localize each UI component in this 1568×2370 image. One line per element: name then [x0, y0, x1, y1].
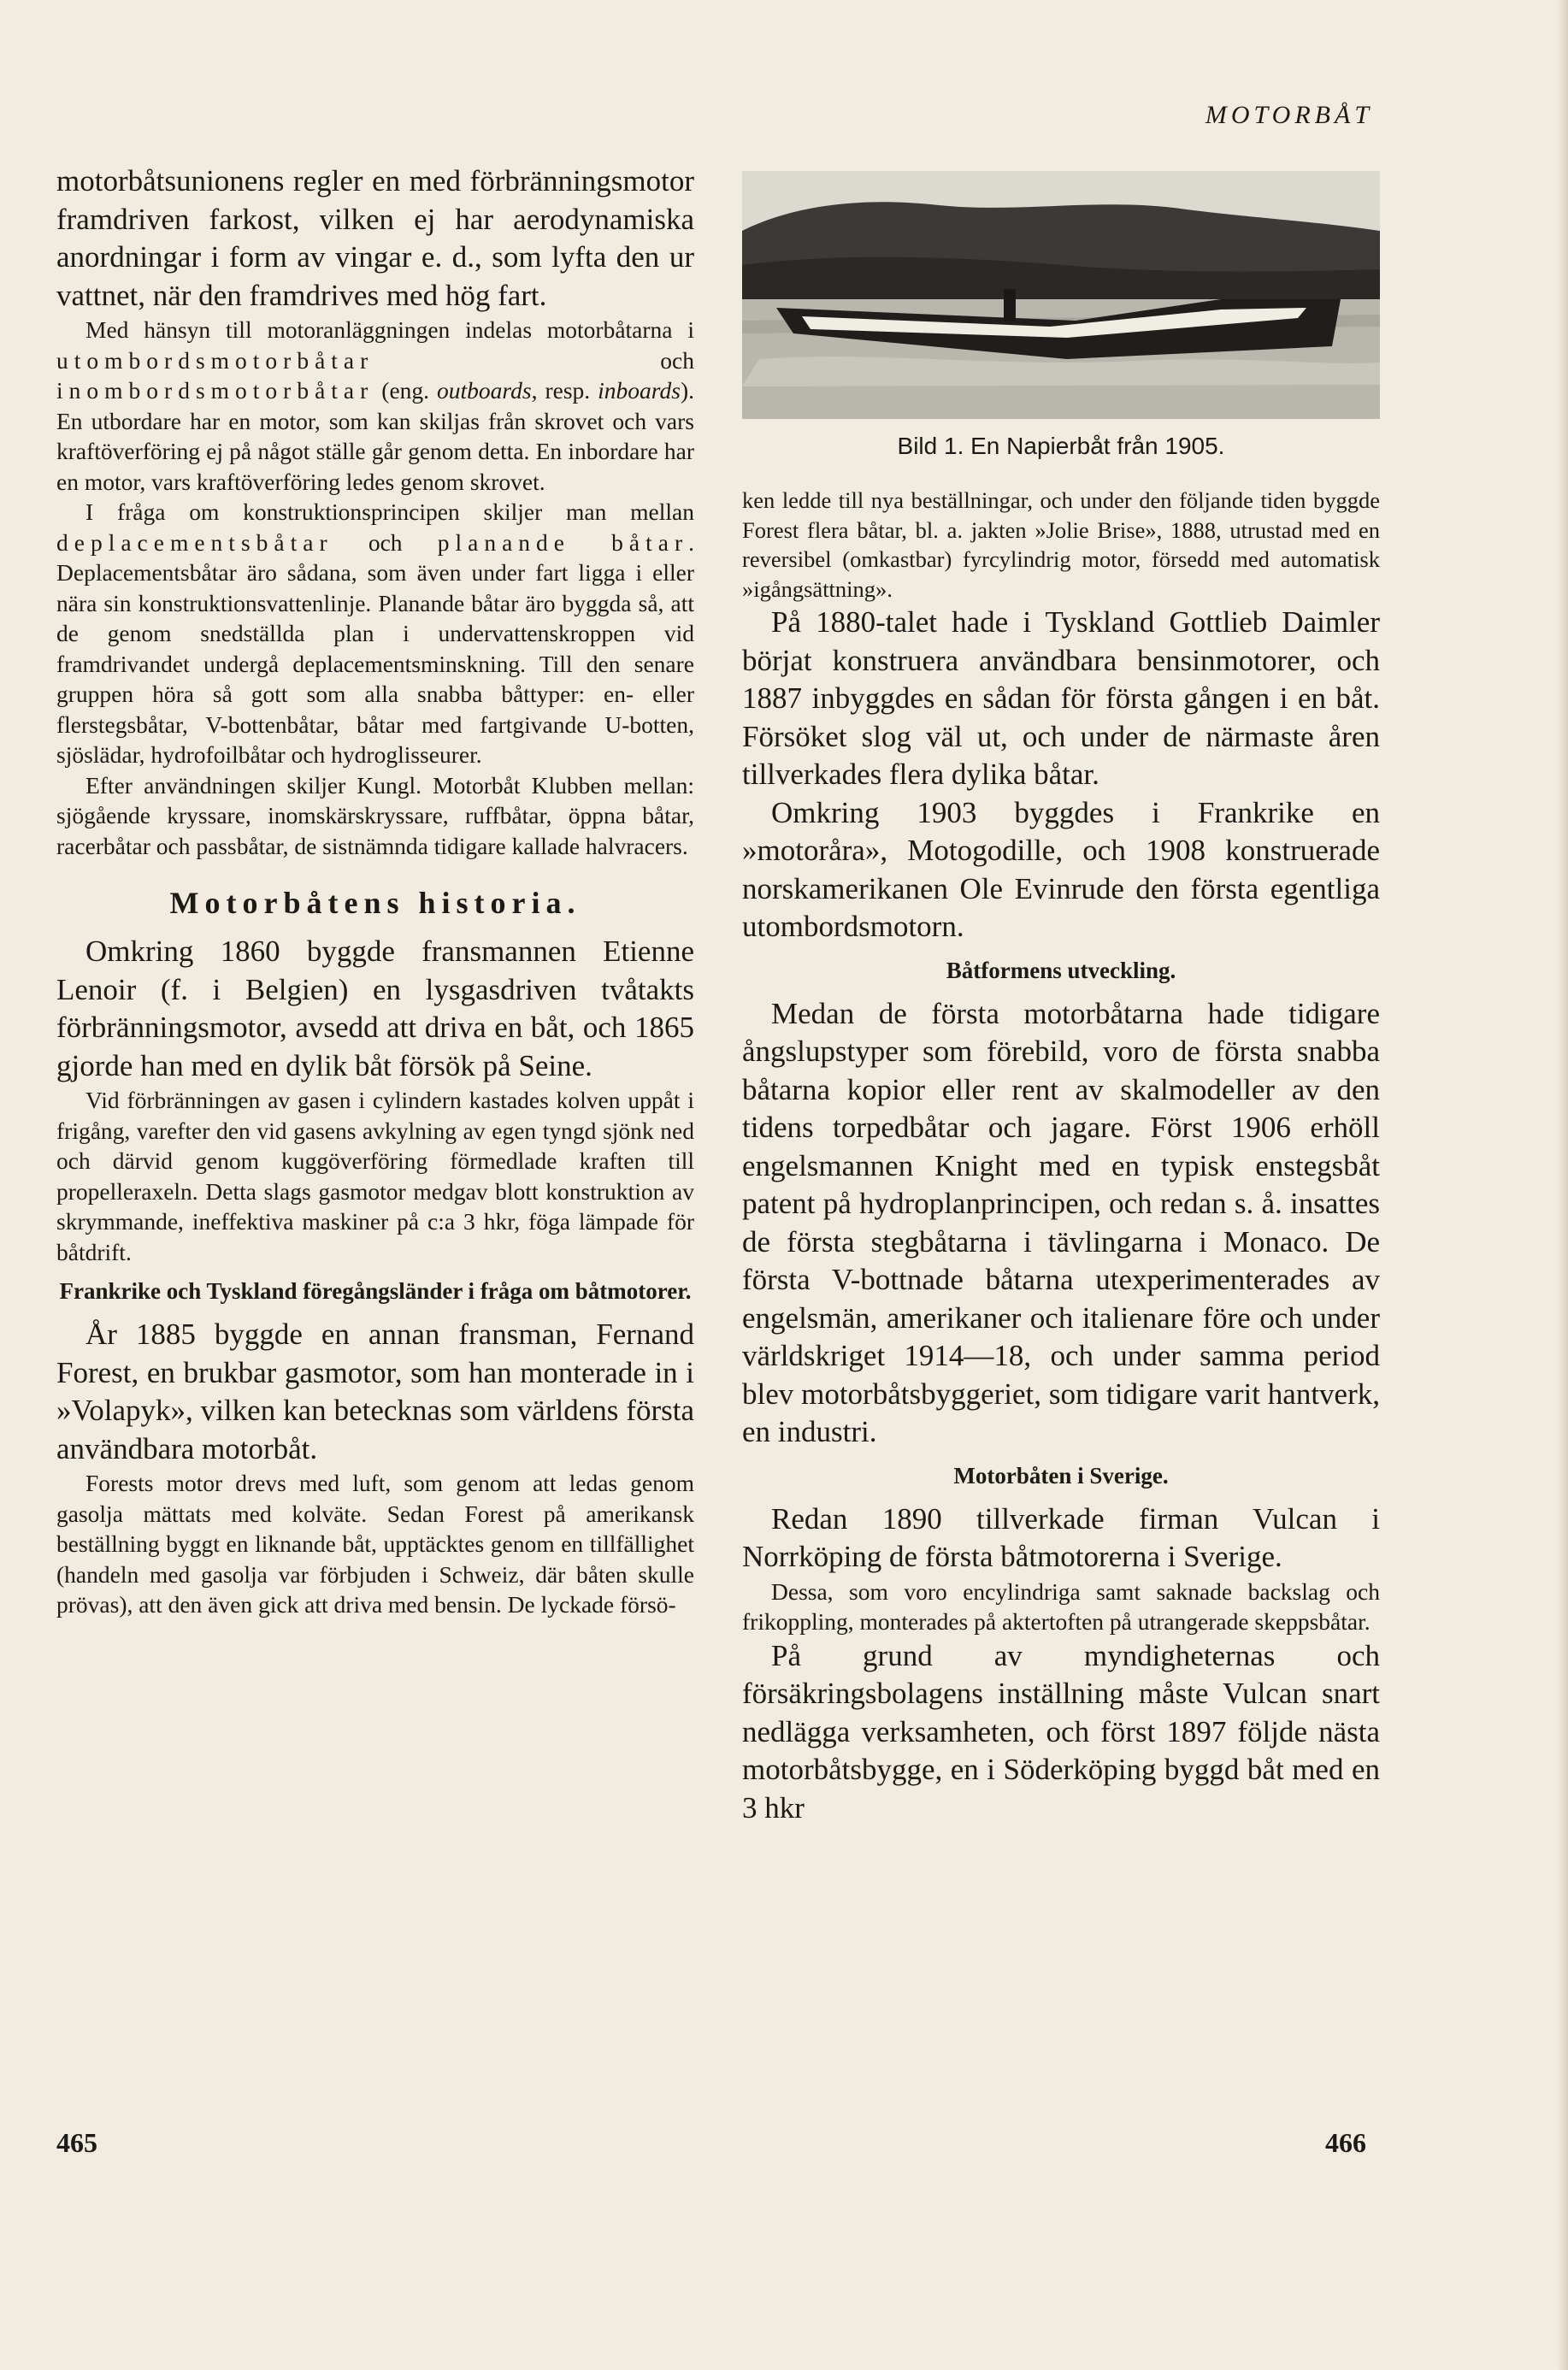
section-title-history: Motorbåtens historia. — [169, 886, 581, 920]
subheading-france-germany: Frankrike och Tyskland föregångsländer i fråga om båtmotorer. — [59, 1278, 692, 1304]
paragraph-vulcan: Redan 1890 tillverkade firman Vulcan i Norrköping de första båtmotorerna i Sverige. — [742, 1501, 1380, 1573]
subheading-hull-form: Båtformens utveckling. — [946, 957, 1176, 983]
running-head: MOTORBÅT — [1205, 101, 1373, 129]
page-edge — [1558, 0, 1568, 2370]
paragraph-usage-classes: Efter användningen skiljer Kungl. Motorbåt Klubben mellan: sjögående kryssare, inomskärskryssare, ruffbåtar, öppna båtar, racerbåtar och passbåtar, de sistnämnda tidigare kallade halvracers. — [56, 771, 694, 859]
right-column — [742, 171, 1380, 1827]
paragraph-hull-development: Medan de första motorbåtarna hade tidigare ångslupstyper som förebild, voro de första snabba båtarna kopior eller rent av skalmodeller av den tidens torpedbåtar och jagare. Först 1906 erhöll engelsmannen Knight med en typisk enstegsbåt patent på hydroplanprincipen, och redan s. å. insattes de första stegbåtarna i tävlingarna i Monaco. De första V-bottnade båtarna utexperimenterades av engelsmän, amerikaner och italienare före och under världskriget 1914—18, och under samma period blev motorbåtsbyggeriet, som tidigare varit hantverk, en industri. — [742, 996, 1380, 1448]
photo-illustration — [742, 171, 1380, 419]
paragraph-forest-motor: Forests motor drevs med luft, som genom att ledas genom gasolja mättats med kolväte. Sedan Forest på amerikansk beställning byggt en liknande båt, upptäcktes genom en tillfällighet (handeln med gasolja var förbjuden i Schweiz, där båten skulle prövas), att den även gick att driva med bensin. De lyckade försö- — [56, 1470, 694, 1618]
figure-caption: Bild 1. En Napierbåt från 1905. — [897, 433, 1225, 459]
page-number-left: 465 — [56, 2127, 97, 2158]
page-number-right: 466 — [1325, 2127, 1366, 2158]
paragraph-evinrude: Omkring 1903 byggdes i Frankrike en »motoråra», Motogodille, och 1908 konstruerade norskamerikanen Ole Evinrude den första egentliga utombordsmotorn. — [742, 795, 1380, 943]
paragraph-gas-engine: Vid förbränningen av gasen i cylindern kastades kolven uppåt i frigång, varefter den vid gasens avkylning av egen tyngd sjönk ned och därvid genom kuggöverföring förmedlade kraften till propelleraxeln. Detta slags gasmotor medgav blott konstruktion av skrymmande, ineffektiva maskiner på c:a 3 hkr, föga lämpade för båtdrift. — [56, 1087, 694, 1265]
paragraph-insurance: På grund av myndigheternas och försäkringsbolagens inställning måste Vulcan snart nedlägga verksamheten, och först 1897 följde nästa motorbåtsbygge, en i Söderköping byggd båt med en 3 hkr — [742, 1638, 1380, 1825]
paragraph-motor-installation: Med hänsyn till motoranläggningen indelas motorbåtarna i utombordsmotorbåtar och inombordsmotorbåtar (eng. outboards, resp. inboards). En utbordare har en motor, som kan skiljas från skrovet och vars kraftöverföring ej på något ställe går genom detta. En inbordare har en motor, vars kraftöverföring ledes genom skrovet. — [56, 316, 694, 495]
subheading-sweden: Motorbåten i Sverige. — [953, 1462, 1169, 1489]
paragraph-daimler: På 1880-talet hade i Tyskland Gottlieb Daimler börjat konstruera användbara bensinmotorer, och 1887 inbyggdes en sådan för första gången i en båt. Försöket slog väl ut, och under de närmaste åren tillverkades flera dylika båtar. — [742, 605, 1380, 791]
paragraph-intro: motorbåtsunionens regler en med förbränningsmotor framdriven farkost, vilken ej har aerodynamiska anordningar i form av vingar e. d., som lyfta den ur vattnet, när den framdrives med hög fart. — [56, 164, 694, 312]
paragraph-forest: År 1885 byggde en annan fransman, Fernand Forest, en brukbar gasmotor, som han monterade in i »Volapyk», vilken kan betecknas som världens första användbara motorbåt. — [56, 1318, 694, 1465]
paragraph-lenoir: Omkring 1860 byggde fransmannen Etienne Lenoir (f. i Belgien) en lysgasdriven tvåtakts förbränningsmotor, avsedd att driva en båt, och 1865 gjorde han med en dylik båt försök på Seine. — [56, 934, 694, 1082]
paragraph-construction-principle: I fråga om konstruktionsprincipen skiljer man mellan deplacementsbåtar och planande båtar. Deplacementsbåtar äro sådana, som även under fart ligga i eller nära sin konstruktionsvattenlinje. Planande båtar äro byggda så, att de genom snedställda plan i undervattenskroppen vid framdrivandet undergå deplacementsminskning. Till den senare gruppen höra så gott som alla snabba båttyper: en- eller flerstegsbåtar, V-bottenbåtar, båtar med fartgivande U-botten, sjöslädar, hydrofoilbåtar och hydroglisseurer. — [56, 498, 694, 768]
paragraph-single-cylinder: Dessa, som voro encylindriga samt saknade backslag och frikoppling, monterades på aktertoften på utrangerade skeppsbåtar. — [742, 1577, 1380, 1635]
left-column — [56, 162, 694, 1620]
paragraph-forest-orders: ken ledde till nya beställningar, och under den följande tiden byggde Forest flera båtar, bl. a. jakten »Jolie Brise», 1888, utrustad med en reversibel (omkastbar) fyrcylindrig motor, försedd med automatisk »igångsättning». — [742, 487, 1380, 602]
napier-boat-photo — [742, 171, 1380, 419]
